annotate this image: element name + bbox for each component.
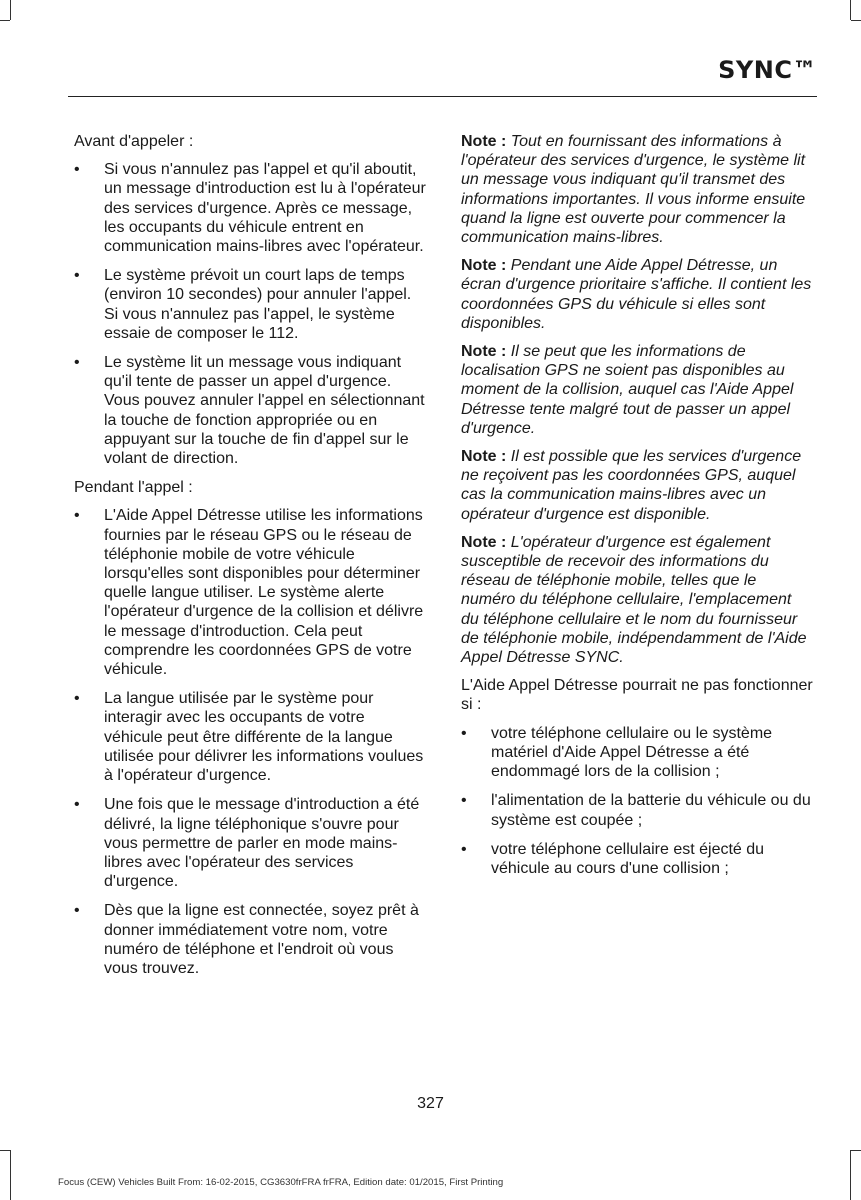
during-call-intro: Pendant l'appel : xyxy=(74,479,193,497)
list-item-text: votre téléphone cellulaire ou le système matériel d'Aide Appel Détresse a été endommagé lors de la collision ; xyxy=(491,724,773,781)
crop-mark-bottom-right-vertical xyxy=(850,1150,851,1200)
page-title: SYNC™ xyxy=(718,56,817,84)
list-item xyxy=(74,901,426,978)
bullet-icon: • xyxy=(74,161,80,179)
list-item xyxy=(74,689,426,785)
list-item xyxy=(74,160,426,256)
note-paragraph xyxy=(461,447,813,524)
during-call-list xyxy=(74,506,426,978)
list-item-text: Une fois que le message d'introduction a été délivré, la ligne téléphonique s'ouvre pour vous permettre de parler en mode mains-libres avec l'opérateur des services d'urgence. xyxy=(104,796,420,891)
list-item-text: votre téléphone cellulaire est éjecté du véhicule au cours d'une collision ; xyxy=(491,840,765,877)
crop-mark-top-right-vertical xyxy=(850,0,851,20)
bullet-icon: • xyxy=(461,792,467,810)
crop-mark-top-left-horizontal xyxy=(0,20,10,21)
list-item xyxy=(74,506,426,679)
note-paragraph xyxy=(461,533,813,667)
list-item xyxy=(461,791,813,829)
right-column xyxy=(461,132,813,888)
note-label: Note : xyxy=(461,533,507,551)
list-item-text: Dès que la ligne est connectée, soyez prêt à donner immédiatement votre nom, votre numéro de téléphone et l'endroit où vous vous trouvez. xyxy=(104,902,419,977)
note-text: Tout en fournissant des informations à l'opérateur des services d'urgence, le système lit un message vous indiquant qu'il transmet des informations importantes. Il vous informe ensuite quand la ligne est ouverte pour commencer la communication mains-libres. xyxy=(461,133,806,247)
note-label: Note : xyxy=(461,343,507,361)
bullet-icon: • xyxy=(74,902,80,920)
list-item xyxy=(461,724,813,782)
list-item-text: Si vous n'annulez pas l'appel et qu'il aboutit, un message d'introduction est lu à l'opérateur des services d'urgence. Après ce message, les occupants du véhicule entrent en communication mains-libres avec l'opérateur. xyxy=(104,161,426,256)
list-item-text: Le système lit un message vous indiquant qu'il tente de passer un appel d'urgence. Vous pouvez annuler l'appel en sélectionnant la touche de fonction appropriée ou en appuyant sur la touche de fin d'appel sur le volant de direction. xyxy=(104,354,425,468)
bullet-icon: • xyxy=(74,796,80,814)
bullet-icon: • xyxy=(74,507,80,525)
left-column xyxy=(74,132,426,988)
page-number: 327 xyxy=(417,1095,444,1112)
note-paragraph xyxy=(461,132,813,247)
list-item xyxy=(74,795,426,891)
before-call-list xyxy=(74,160,426,468)
note-text: Pendant une Aide Appel Détresse, un écran d'urgence prioritaire s'affiche. Il contient les coordonnées GPS du véhicule si elles sont disponibles. xyxy=(461,257,812,332)
bullet-icon: • xyxy=(74,690,80,708)
crop-mark-top-left-vertical xyxy=(10,0,11,20)
bullet-icon: • xyxy=(74,267,80,285)
note-paragraph xyxy=(461,342,813,438)
list-item-text: L'Aide Appel Détresse utilise les informations fournies par le réseau GPS ou le réseau de téléphonie mobile de votre véhicule lorsqu'elles sont disponibles pour déterminer quelle langue utiliser. Le système alerte l'opérateur d'urgence de la collision et délivre le message d'introduction. Cela peut comprendre les coordonnées GPS de votre véhicule. xyxy=(104,507,424,679)
list-item xyxy=(74,266,426,343)
note-text: Il est possible que les services d'urgence ne reçoivent pas les coordonnées GPS, auquel cas la communication mains-libres avec un opérateur d'urgence est disponible. xyxy=(461,448,802,523)
footer-printing-info: Focus (CEW) Vehicles Built From: 16-02-2015, CG3630frFRA frFRA, Edition date: 01/2015, First Printing xyxy=(58,1177,504,1188)
list-item-text: l'alimentation de la batterie du véhicule ou du système est coupée ; xyxy=(491,792,811,829)
may-not-work-list xyxy=(461,724,813,878)
may-not-work-intro: L'Aide Appel Détresse pourrait ne pas fonctionner si : xyxy=(461,677,813,714)
list-item xyxy=(74,353,426,468)
crop-mark-bottom-right-horizontal xyxy=(851,1150,861,1151)
crop-mark-bottom-left-horizontal xyxy=(0,1150,10,1151)
note-label: Note : xyxy=(461,448,507,466)
note-paragraph xyxy=(461,256,813,333)
list-item-text: La langue utilisée par le système pour interagir avec les occupants de votre véhicule peut être différente de la langue utilisée pour délivrer les informations voulues à l'opérateur d'urgence. xyxy=(104,690,424,785)
before-call-intro: Avant d'appeler : xyxy=(74,133,194,150)
note-label: Note : xyxy=(461,133,507,150)
note-text: Il se peut que les informations de localisation GPS ne soient pas disponibles au moment de la collision, auquel cas l'Aide Appel Détresse tente malgré tout de passer un appel d'urgence. xyxy=(461,343,794,437)
crop-mark-top-right-horizontal xyxy=(851,20,861,21)
header-divider xyxy=(68,96,817,97)
bullet-icon: • xyxy=(74,354,80,372)
list-item xyxy=(461,840,813,878)
bullet-icon: • xyxy=(461,724,467,742)
crop-mark-bottom-left-vertical xyxy=(10,1150,11,1200)
note-text: L'opérateur d'urgence est également susceptible de recevoir des informations du réseau de téléphonie mobile, telles que le numéro du téléphone cellulaire, l'emplacement du téléphone cellulaire et le nom du fournisseur de téléphonie mobile, indépendamment de l'Aide Appel Détresse SYNC. xyxy=(461,533,807,667)
note-label: Note : xyxy=(461,257,507,275)
bullet-icon: • xyxy=(461,840,467,858)
list-item-text: Le système prévoit un court laps de temps (environ 10 secondes) pour annuler l'appel. Si vous n'annulez pas l'appel, le système essaie de composer le 112. xyxy=(104,267,412,342)
